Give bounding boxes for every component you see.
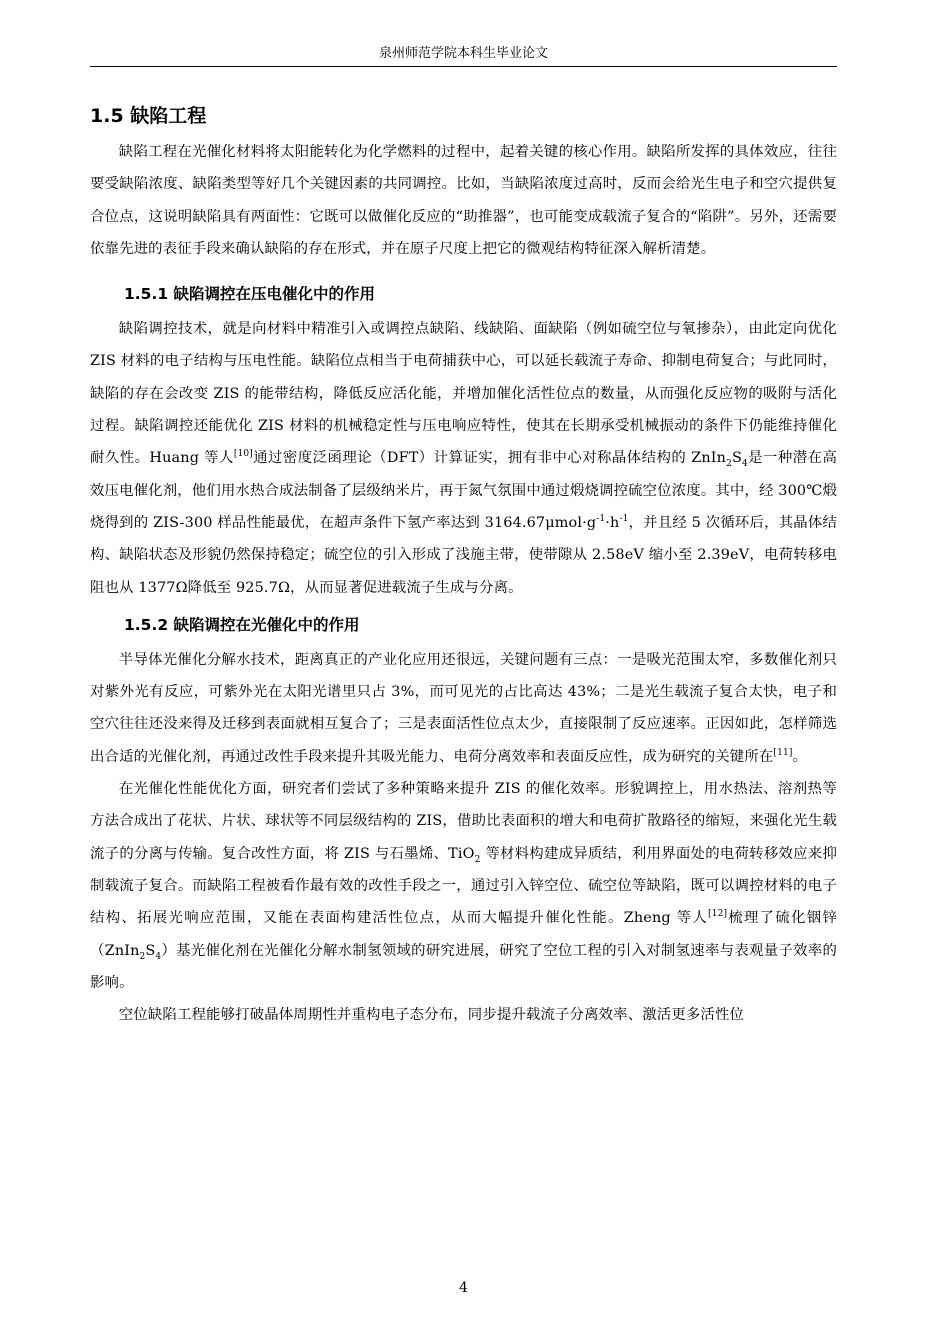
paragraph-photocatalysis-challenges: 半导体光催化分解水技术，距离真正的产业化应用还很远，关键问题有三点：一是吸光范围太窄，多数催化剂只对紫外光有反应，可紫外光在太阳光谱里只占 3%，而可见光的占比高达 43%；二是光生载流子复合太快，电子和空穴往往还没来得及迁移到表面就相互复合了；三是表面活性位点太少，直接限制了反应速率。正因如此，怎样筛选出合适的光催化剂，再通过改性手段来提升其吸光能力、电荷分离效率和表面反应性，成为研究的关键所在[11]。 [90, 651, 837, 765]
page-number: 4 [459, 1280, 468, 1296]
paragraph-vacancy-engineering: 空位缺陷工程能够打破晶体周期性并重构电子态分布，同步提升载流子分离效率、激活更多活性位 [118, 1007, 745, 1024]
intro-paragraph: 缺陷工程在光催化材料将太阳能转化为化学燃料的过程中，起着关键的核心作用。缺陷所发挥的具体效应，往往要受缺陷浓度、缺陷类型等好几个关键因素的共同调控。比如，当缺陷浓度过高时，反而会给光生电子和空穴提供复合位点，这说明缺陷具有两面性：它既可以做催化反应的“助推器”，也可能变成载流子复合的“陷阱”。另外，还需要依靠先进的表征手段来确认缺陷的存在形式，并在原子尺度上把它的微观结构特征深入解析清楚。 [90, 144, 837, 257]
paragraph-performance-optimization: 在光催化性能优化方面，研究者们尝试了多种策略来提升 ZIS 的催化效率。形貌调控上，用水热法、溶剂热等方法合成出了花状、片状、球状等不同层级结构的 ZIS，借助比表面积的增大和电荷扩散路径的缩短，来强化光生载流子的分离与传输。复合改性方面，将 ZIS 与石墨烯、TiO$_2$ 等材料构建成异质结，利用界面处的电荷转移效应来抑制载流子复合。而缺陷工程被看作最有效的改性手段之一，通过引入锌空位、硫空位等缺陷，既可以调控材料的电子结构、拓展光响应范围，又能在表面构建活性位点，从而大幅提升催化性能。Zheng 等人[12]梳理了硫化铟锌$(ZnIn_2S_4)$基光催化剂在光催化分解水制氢领域的研究进展，研究了空位工程的引入对制氢速率与表观量子效率的影响。 [90, 781, 837, 991]
citation: [12] [708, 909, 728, 920]
subsection-title-1-5-2: 1.5.2 缺陷调控在光催化中的作用 [124, 615, 360, 634]
subsection-title-1-5-1: 1.5.1 缺陷调控在压电催化中的作用 [124, 285, 376, 304]
page-footer [90, 1280, 837, 1296]
citation: [10] [233, 449, 253, 460]
header-title: 泉州师范学院本科生毕业论文 [378, 46, 548, 61]
paragraph-piezo-catalysis: 缺陷调控技术，就是向材料中精准引入或调控点缺陷、线缺陷、面缺陷（例如硫空位与氧掺杂），由此定向优化 ZIS 材料的电子结构与压电性能。缺陷位点相当于电荷捕获中心，可以延长载流子寿命、抑制电荷复合；与此同时，缺陷的存在会改变 ZIS 的能带结构，降低反应活化能，并增加催化活性位点的数量，从而强化反应物的吸附与活化过程。缺陷调控还能优化 ZIS 材料的机械稳定性与压电响应特性，使其在长期承受机械振动的条件下仍能维持催化耐久性。Huang 等人[10]通过密度泛函理论（DFT）计算证实，拥有非中心对称晶体结构的 $ZnIn_2S_4$是一种潜在高效压电催化剂，他们用水热合成法制备了层级纳米片，再于氮气氛围中通过煅烧调控硫空位浓度。其中，经 300℃煅烧得到的 ZIS-300 样品性能最优，在超声条件下氢产率达到 $3164.67\mu mol\cdot g^{-1}\cdot h^{-1}$，并且经 5 次循环后，其晶体结构、缺陷状态及形貌仍然保持稳定；硫空位的引入形成了浅施主带，使带隙从 2.58eV 缩小至 2.39eV，电荷转移电阻也从 1377Ω降低至 925.7Ω，从而显著促进载流子生成与分离。 [90, 321, 837, 596]
running-header [90, 44, 837, 67]
section-title: 1.5 缺陷工程 [90, 105, 207, 127]
citation: [11] [773, 747, 793, 758]
page-body [90, 96, 837, 1031]
